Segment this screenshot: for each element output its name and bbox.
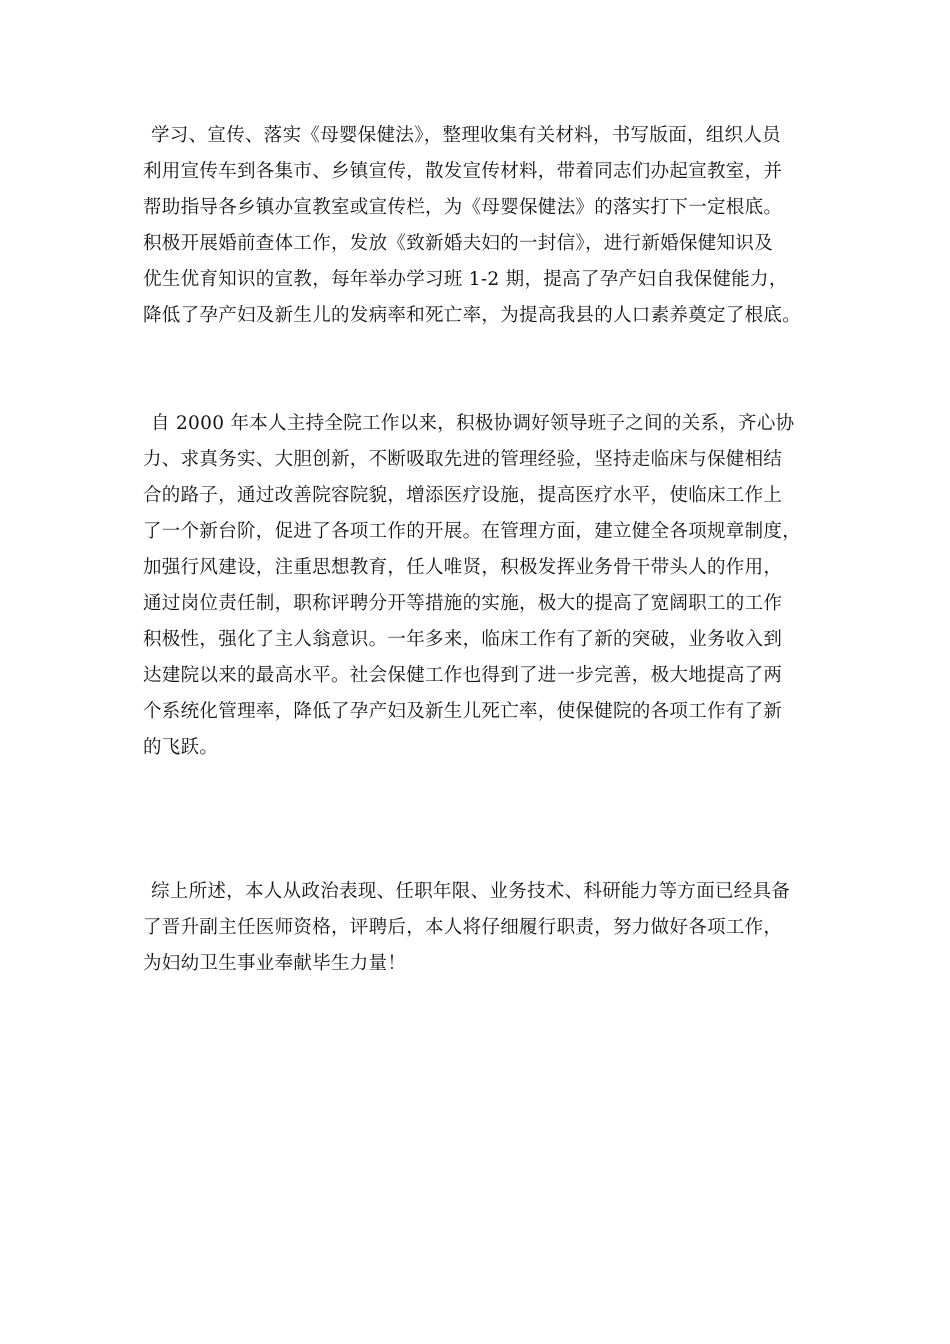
paragraph-line: 自 2000 年本人主持全院工作以来，积极协调好领导班子之间的关系，齐心协 [151,413,795,434]
paragraph-line: 的飞跃。 [143,737,219,758]
paragraph-line: 综上所述，本人从政治表现、任职年限、业务技术、科研能力等方面已经具备 [151,881,791,902]
paragraph-line: 达建院以来的最高水平。社会保健工作也得到了进一步完善，极大地提高了两 [143,665,783,686]
paragraph-line: 降低了孕产妇及新生儿的发病率和死亡率，为提高我县的人口素养奠定了根底。 [143,305,802,326]
paragraph-line: 利用宣传车到各集市、乡镇宣传，散发宣传材料，带着同志们办起宣教室，并 [143,161,783,182]
paragraph-line: 帮助指导各乡镇办宣教室或宣传栏，为《母婴保健法》的落实打下一定根底。 [143,197,783,218]
paragraph-line: 力、求真务实、大胆创新，不断吸取先进的管理经验，坚持走临床与保健相结 [143,449,783,470]
paragraph-line: 合的路子，通过改善院容院貌，增添医疗设施，提高医疗水平，使临床工作上 [143,485,783,506]
paragraph-line: 加强行风建设，注重思想教育，任人唯贤，积极发挥业务骨干带头人的作用， [143,557,783,578]
paragraph-line: 学习、宣传、落实《母婴保健法》，整理收集有关材料，书写版面，组织人员 [151,125,781,146]
paragraph-line: 优生优育知识的宣教，每年举办学习班 1-2 期，提高了孕产妇自我保健能力， [143,269,788,290]
paragraph-line: 通过岗位责任制，职称评聘分开等措施的实施，极大的提高了宽阔职工的工作 [143,593,783,614]
paragraph-line: 了一个新台阶，促进了各项工作的开展。在管理方面，建立健全各项规章制度， [143,521,802,542]
paragraph-line: 为妇幼卫生事业奉献毕生力量！ [143,953,407,974]
paragraph-line: 积极性，强化了主人翁意识。一年多来，临床工作有了新的突破，业务收入到 [143,629,783,650]
paragraph-line: 积极开展婚前查体工作，发放《致新婚夫妇的一封信》，进行新婚保健知识及 [143,233,773,254]
paragraph-line: 个系统化管理率，降低了孕产妇及新生儿死亡率，使保健院的各项工作有了新 [143,701,783,722]
paragraph-line: 了晋升副主任医师资格，评聘后，本人将仔细履行职责，努力做好各项工作， [143,917,783,938]
